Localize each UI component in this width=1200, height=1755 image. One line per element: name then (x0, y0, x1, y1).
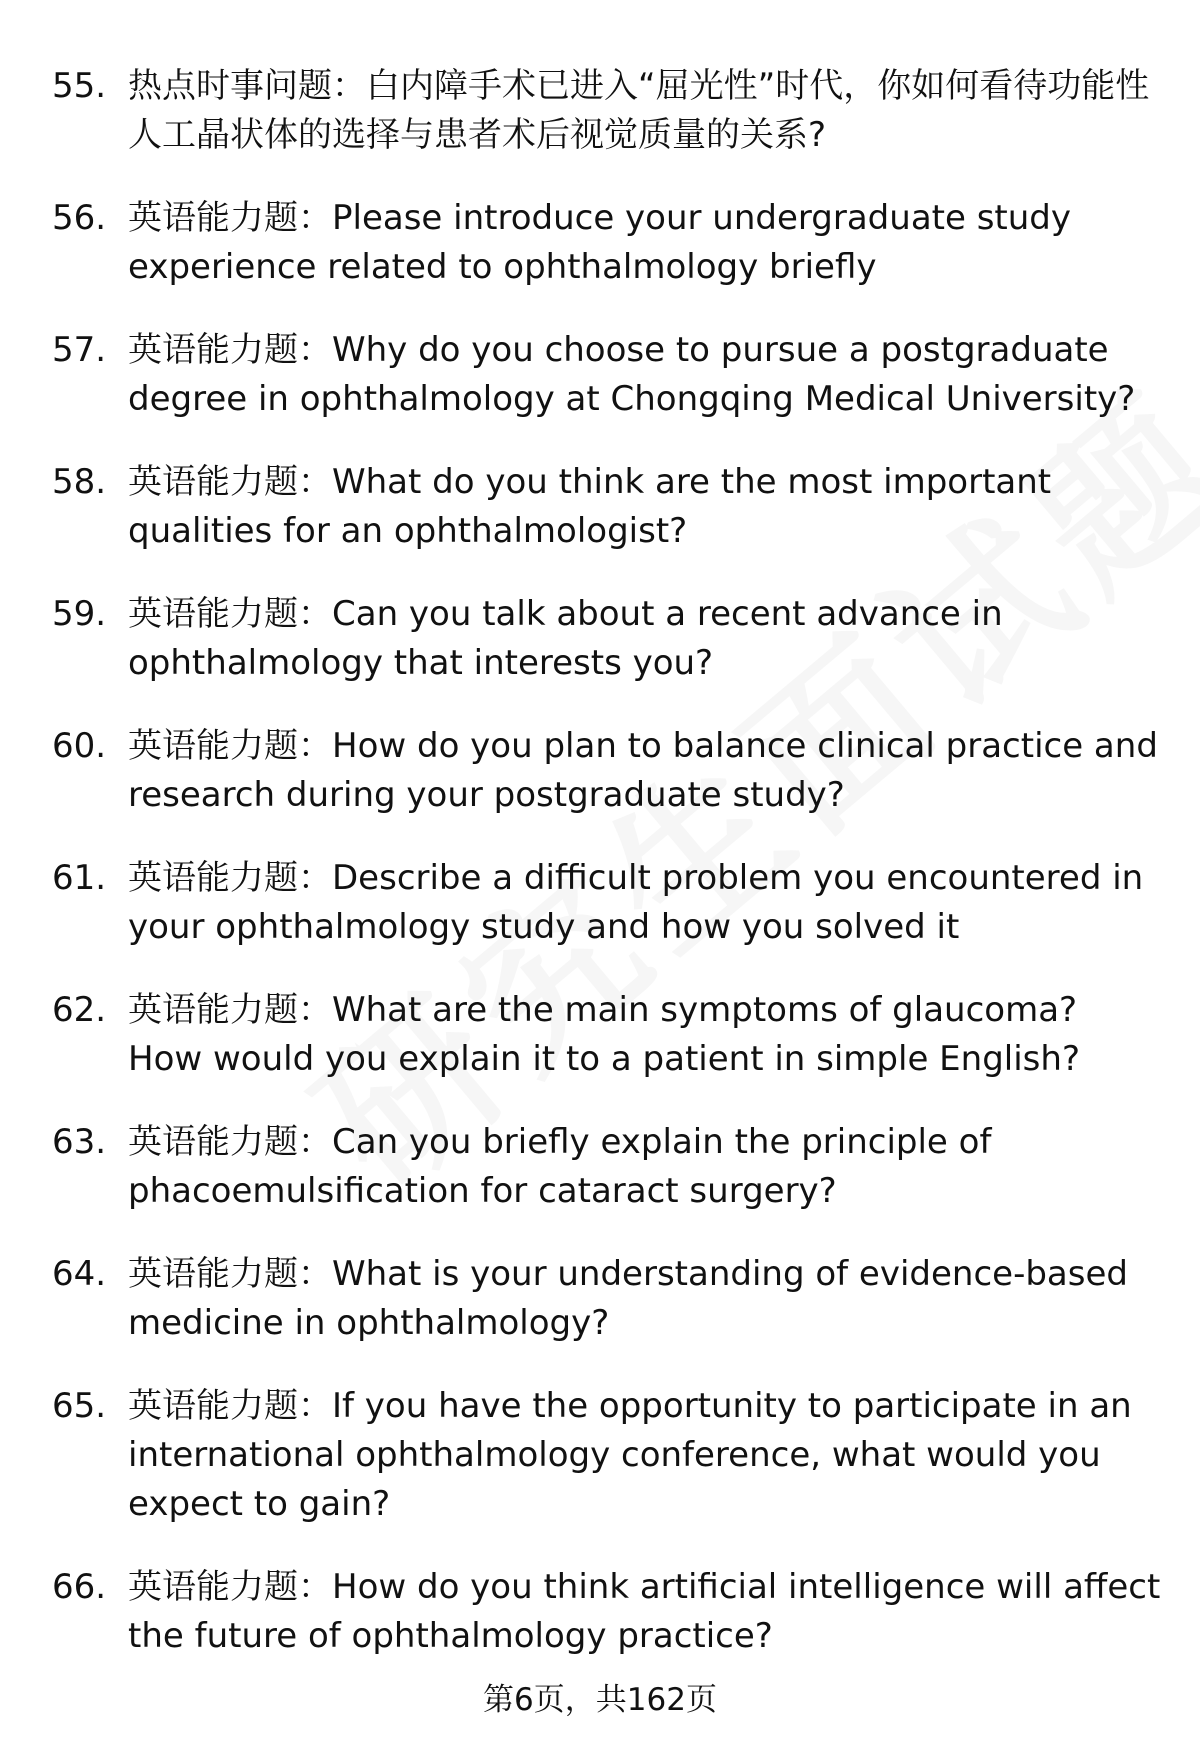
question-number: 62. (52, 990, 107, 1030)
question-item (52, 1250, 1162, 1348)
question-number: 60. (52, 726, 107, 766)
question-body: Please introduce your undergraduate study experience related to ophthalmology briefly (128, 198, 1072, 287)
question-text (128, 326, 1162, 424)
question-number: 58. (52, 462, 107, 502)
question-number: 63. (52, 1122, 107, 1162)
question-number: 61. (52, 858, 107, 898)
question-item (52, 854, 1162, 952)
question-number: 56. (52, 198, 107, 238)
question-text (128, 590, 1162, 688)
question-text (128, 194, 1162, 292)
question-category: 热点时事问题： (128, 66, 366, 106)
question-item (52, 1563, 1162, 1661)
question-category: 英语能力题： (128, 1122, 332, 1162)
question-category: 英语能力题： (128, 1386, 332, 1426)
question-body: How do you plan to balance clinical practice and research during your postgraduate study? (128, 726, 1158, 815)
question-number: 57. (52, 330, 107, 370)
question-text (128, 1118, 1162, 1216)
page-footer (0, 1680, 1200, 1720)
question-item (52, 1118, 1162, 1216)
question-item (52, 194, 1162, 292)
question-body: Can you briefly explain the principle of phacoemulsification for cataract surgery? (128, 1122, 992, 1211)
question-body: How do you think artificial intelligence will affect the future of ophthalmology practice? (128, 1567, 1161, 1656)
question-category: 英语能力题： (128, 1567, 332, 1607)
question-category: 英语能力题： (128, 1254, 332, 1294)
question-item (52, 590, 1162, 688)
question-body: Why do you choose to pursue a postgraduate degree in ophthalmology at Chongqing Medical University? (128, 330, 1136, 419)
question-item (52, 62, 1162, 160)
question-text (128, 854, 1162, 952)
question-category: 英语能力题： (128, 858, 332, 898)
question-body: 白内障手术已进入“屈光性”时代，你如何看待功能性人工晶状体的选择与患者术后视觉质量的关系? (128, 66, 1150, 155)
question-text (128, 1250, 1162, 1348)
question-body: Describe a difficult problem you encountered in your ophthalmology study and how you solved it (128, 858, 1144, 947)
question-category: 英语能力题： (128, 198, 332, 238)
question-body: If you have the opportunity to participate in an international ophthalmology conference, what would you expect to gain? (128, 1386, 1132, 1524)
question-item (52, 1382, 1162, 1529)
question-item (52, 722, 1162, 820)
question-text (128, 458, 1162, 556)
question-category: 英语能力题： (128, 330, 332, 370)
question-number: 55. (52, 66, 107, 106)
question-number: 66. (52, 1567, 107, 1607)
question-text (128, 986, 1162, 1084)
question-number: 64. (52, 1254, 107, 1294)
question-item (52, 326, 1162, 424)
question-body: What is your understanding of evidence-based medicine in ophthalmology? (128, 1254, 1128, 1343)
question-item (52, 458, 1162, 556)
question-text (128, 1382, 1162, 1529)
question-body: Can you talk about a recent advance in ophthalmology that interests you? (128, 594, 1003, 683)
question-item (52, 986, 1162, 1084)
question-body: What are the main symptoms of glaucoma? How would you explain it to a patient in simple English? (128, 990, 1080, 1079)
question-category: 英语能力题： (128, 462, 332, 502)
question-category: 英语能力题： (128, 990, 332, 1030)
question-category: 英语能力题： (128, 726, 332, 766)
question-text (128, 1563, 1162, 1661)
question-number: 65. (52, 1386, 107, 1426)
question-number: 59. (52, 594, 107, 634)
question-text (128, 722, 1162, 820)
page-number-label: 第6页，共162页 (483, 1682, 717, 1718)
question-body: What do you think are the most important qualities for an ophthalmologist? (128, 462, 1052, 551)
question-text (128, 62, 1162, 160)
question-category: 英语能力题： (128, 594, 332, 634)
question-list (52, 62, 1162, 1695)
